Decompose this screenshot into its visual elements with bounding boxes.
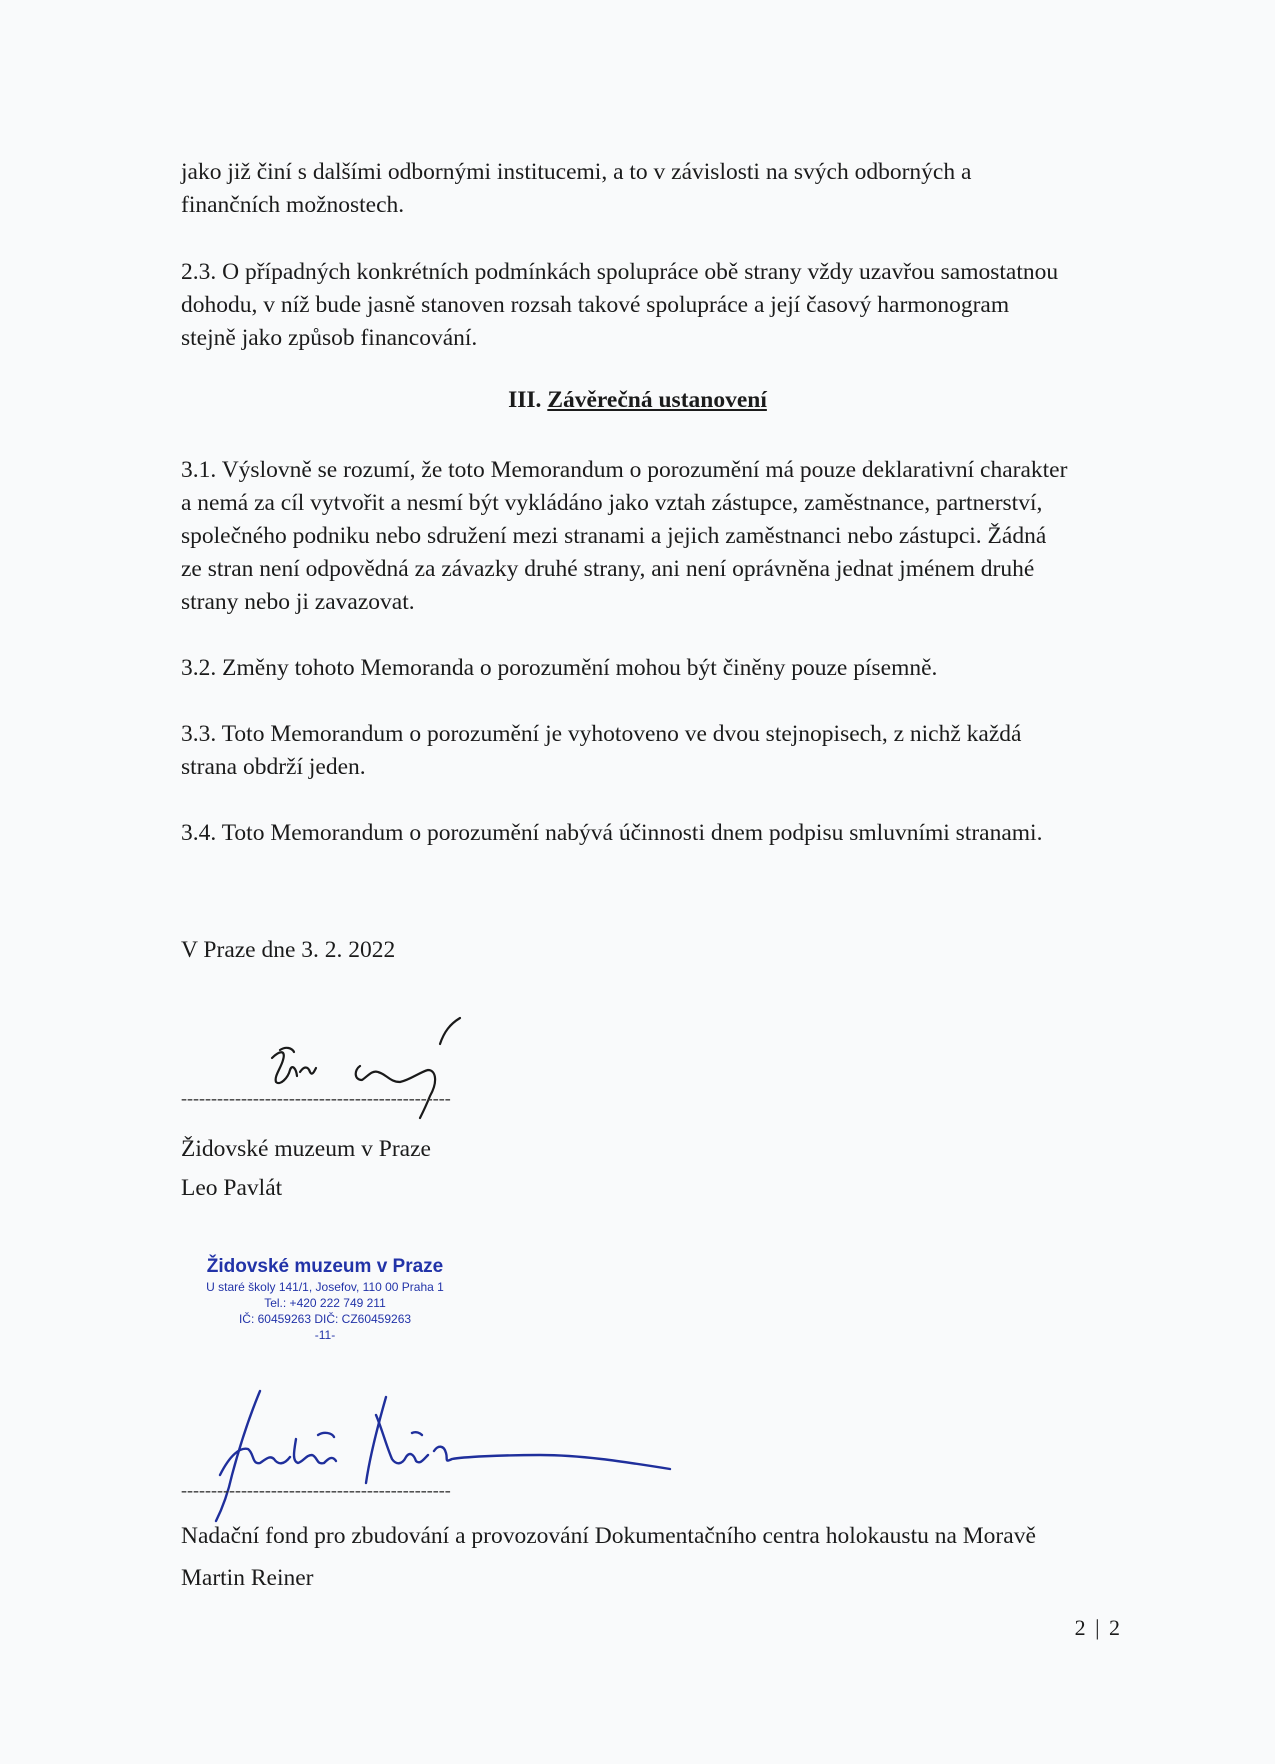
page-number: 2 | 2 [1074,1615,1122,1640]
signature-line-2: --------------------------------------------- [181,1480,451,1500]
paragraph-3-1: 3.1. Výslovně se rozumí, že toto Memorandum o porozumění má pouze deklarativní charakter a nemá za cíl vytvořit a nesmí být vykládáno jako vztah zástupce, zaměstnance, partnerství, společného podniku nebo sdružení mezi stranami a jejich zaměstnanci nebo zástupci. Žádná ze stran není odpovědná za závazky druhé strany, ani není oprávněna jednat jménem druhé strany nebo ji zavazovat. [181,457,1068,615]
signature-line-1: --------------------------------------------- [181,1088,451,1108]
place-date: V Praze dne 3. 2. 2022 [181,937,396,963]
organization-stamp [160,1255,490,1343]
stamp-address: U staré školy 141/1, Josefov, 110 00 Praha 1 [206,1280,444,1294]
section-heading: III. Závěrečná ustanovení [508,387,767,413]
paragraph-3-2: 3.2. Změny tohoto Memoranda o porozumění mohou být činěny pouze písemně. [181,655,938,681]
paragraph-3-4: 3.4. Toto Memorandum o porozumění nabývá účinnosti dnem podpisu smluvními stranami. [181,820,1043,846]
stamp-ids: IČ: 60459263 DIČ: CZ60459263 [238,1312,412,1326]
signatory-2-organization: Nadační fond pro zbudování a provozování Dokumentačního centra holokaustu na Moravě [181,1523,1036,1549]
signatory-2-name: Martin Reiner [181,1565,314,1591]
signatory-1-name: Leo Pavlát [181,1175,283,1201]
paragraph-2-3: 2.3. O případných konkrétních podmínkách spolupráce obě strany vždy uzavřou samostatnou dohodu, v níž bude jasně stanoven rozsah takové spolupráce a její časový harmonogram stejně jako způsob financování. [181,259,1059,351]
signatory-1-organization: Židovské muzeum v Praze [181,1136,431,1162]
stamp-number: -11- [314,1328,336,1342]
signature-2-image [200,1385,680,1525]
paragraph-3-3: 3.3. Toto Memorandum o porozumění je vyhotoveno ve dvou stejnopisech, z nichž každá strana obdrží jeden. [181,721,1022,780]
paragraph-continuation: jako již činí s dalšími odbornými institucemi, a to v závislosti na svých odborných a finančních možnostech. [181,159,972,218]
stamp-name: Židovské muzeum v Praze [206,1256,444,1277]
stamp-phone: Tel.: +420 222 749 211 [264,1296,386,1310]
